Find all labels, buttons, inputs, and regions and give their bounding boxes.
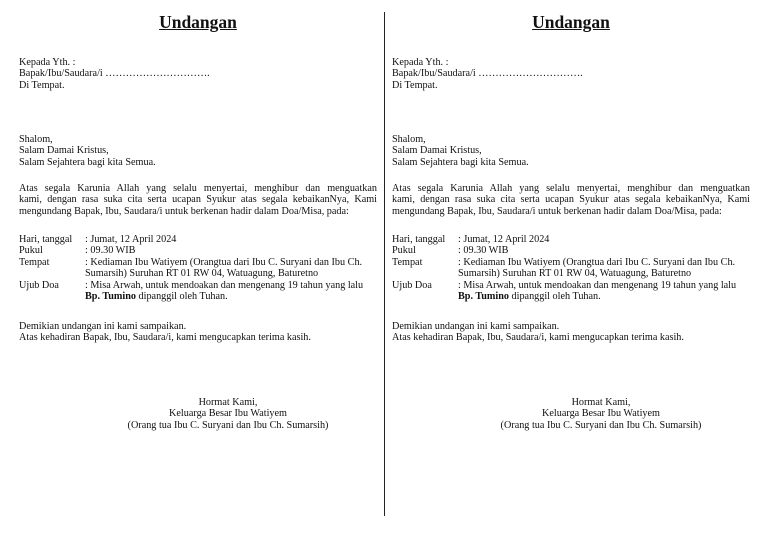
recipient-name: Bapak/Ibu/Saudara/i ………………………….	[19, 68, 210, 80]
opening-paragraph	[392, 183, 750, 217]
detail-row-purpose	[392, 280, 750, 303]
deceased-name: Bp. Tumino	[458, 291, 509, 303]
closing-line: Demikian undangan ini kami sampaikan.	[19, 321, 187, 332]
purpose-text: : Misa Arwah, untuk mendoakan dan mengenang 19 tahun yang lalu	[85, 279, 364, 291]
closing-line: Atas kehadiran Bapak, Ibu, Saudara/i, kami mengucapkan terima kasih.	[392, 332, 684, 344]
greeting-block	[392, 134, 750, 168]
paragraph-line: kami, dengan rasa suka cita serta ucapan Syukur atas segala kebaikanNya, Kami	[19, 194, 377, 206]
greeting-line: Shalom,	[392, 134, 426, 145]
signature-line: Keluarga Besar Ibu Watiyem	[169, 408, 287, 420]
invitation-title: Undangan	[532, 12, 610, 32]
cut-divider-line	[384, 12, 385, 516]
detail-row-time	[19, 245, 377, 256]
signature-line: (Orang tua Ibu C. Suryani dan Ibu Ch. Sumarsih)	[127, 419, 329, 431]
detail-row-time	[392, 245, 750, 256]
event-details	[392, 234, 750, 302]
purpose-text-end: dipanggil oleh Tuhan.	[138, 291, 228, 303]
detail-row-place	[392, 257, 750, 280]
closing-block	[19, 321, 377, 344]
detail-value: : Kediaman Ibu Watiyem (Orangtua dari Ibu C. Suryani dan Ibu Ch. Sumarsih) Suruhan RT 01 RW 04, Watuagung, Baturetno	[458, 256, 736, 280]
invitation-title: Undangan	[159, 12, 237, 32]
signature-line: Keluarga Besar Ibu Watiyem	[542, 408, 660, 420]
closing-block	[392, 321, 750, 344]
greeting-line: Shalom,	[19, 134, 53, 145]
recipient-label: Kepada Yth. :	[392, 57, 449, 68]
recipient-block	[392, 57, 750, 91]
detail-label: Pukul	[19, 245, 43, 257]
greeting-line: Salam Sejahtera bagi kita Semua.	[19, 156, 156, 168]
detail-value: : 09.30 WIB	[458, 245, 509, 257]
detail-label: Hari, tanggal	[392, 234, 446, 245]
signature-line: Hormat Kami,	[198, 397, 258, 408]
detail-label: Ujub Doa	[19, 279, 59, 291]
opening-paragraph	[19, 183, 377, 217]
detail-row-date	[19, 234, 377, 245]
paragraph-line: Atas segala Karunia Allah yang selalu menyertai, menghibur dan menguatkan	[392, 183, 750, 194]
detail-value	[456, 280, 750, 303]
detail-label: Hari, tanggal	[19, 234, 73, 245]
recipient-place: Di Tempat.	[392, 79, 438, 91]
recipient-block	[19, 57, 377, 91]
paragraph-line: kami, dengan rasa suka cita serta ucapan Syukur atas segala kebaikanNya, Kami	[392, 194, 750, 206]
signature-line: Hormat Kami,	[571, 397, 631, 408]
signature-block	[392, 397, 750, 431]
paragraph-line: mengundang Bapak, Ibu, Saudara/i untuk berkenan hadir dalam Doa/Misa, pada:	[392, 205, 722, 217]
purpose-text-end: dipanggil oleh Tuhan.	[511, 291, 601, 303]
closing-line: Demikian undangan ini kami sampaikan.	[392, 321, 560, 332]
detail-label: Pukul	[392, 245, 416, 257]
greeting-line: Salam Damai Kristus,	[392, 145, 482, 157]
signature-block	[19, 397, 377, 431]
detail-value: : 09.30 WIB	[85, 245, 136, 257]
paragraph-line: Atas segala Karunia Allah yang selalu menyertai, menghibur dan menguatkan	[19, 183, 377, 194]
recipient-label: Kepada Yth. :	[19, 57, 76, 68]
detail-row-date	[392, 234, 750, 245]
recipient-name: Bapak/Ibu/Saudara/i ………………………….	[392, 68, 583, 80]
closing-line: Atas kehadiran Bapak, Ibu, Saudara/i, kami mengucapkan terima kasih.	[19, 332, 311, 344]
detail-label: Ujub Doa	[392, 279, 432, 291]
greeting-line: Salam Sejahtera bagi kita Semua.	[392, 156, 529, 168]
detail-value	[83, 280, 377, 303]
paragraph-line: mengundang Bapak, Ibu, Saudara/i untuk berkenan hadir dalam Doa/Misa, pada:	[19, 205, 349, 217]
detail-label: Tempat	[19, 256, 50, 268]
signature-line: (Orang tua Ibu C. Suryani dan Ibu Ch. Sumarsih)	[500, 419, 702, 431]
detail-row-place	[19, 257, 377, 280]
event-details	[19, 234, 377, 302]
detail-value: : Jumat, 12 April 2024	[458, 234, 550, 245]
purpose-text: : Misa Arwah, untuk mendoakan dan mengenang 19 tahun yang lalu	[458, 279, 737, 291]
detail-value: : Kediaman Ibu Watiyem (Orangtua dari Ibu C. Suryani dan Ibu Ch. Sumarsih) Suruhan RT 01 RW 04, Watuagung, Baturetno	[85, 256, 363, 280]
greeting-block	[19, 134, 377, 168]
greeting-line: Salam Damai Kristus,	[19, 145, 109, 157]
detail-row-purpose	[19, 280, 377, 303]
deceased-name: Bp. Tumino	[85, 291, 136, 303]
detail-label: Tempat	[392, 256, 423, 268]
recipient-place: Di Tempat.	[19, 79, 65, 91]
detail-value: : Jumat, 12 April 2024	[85, 234, 177, 245]
